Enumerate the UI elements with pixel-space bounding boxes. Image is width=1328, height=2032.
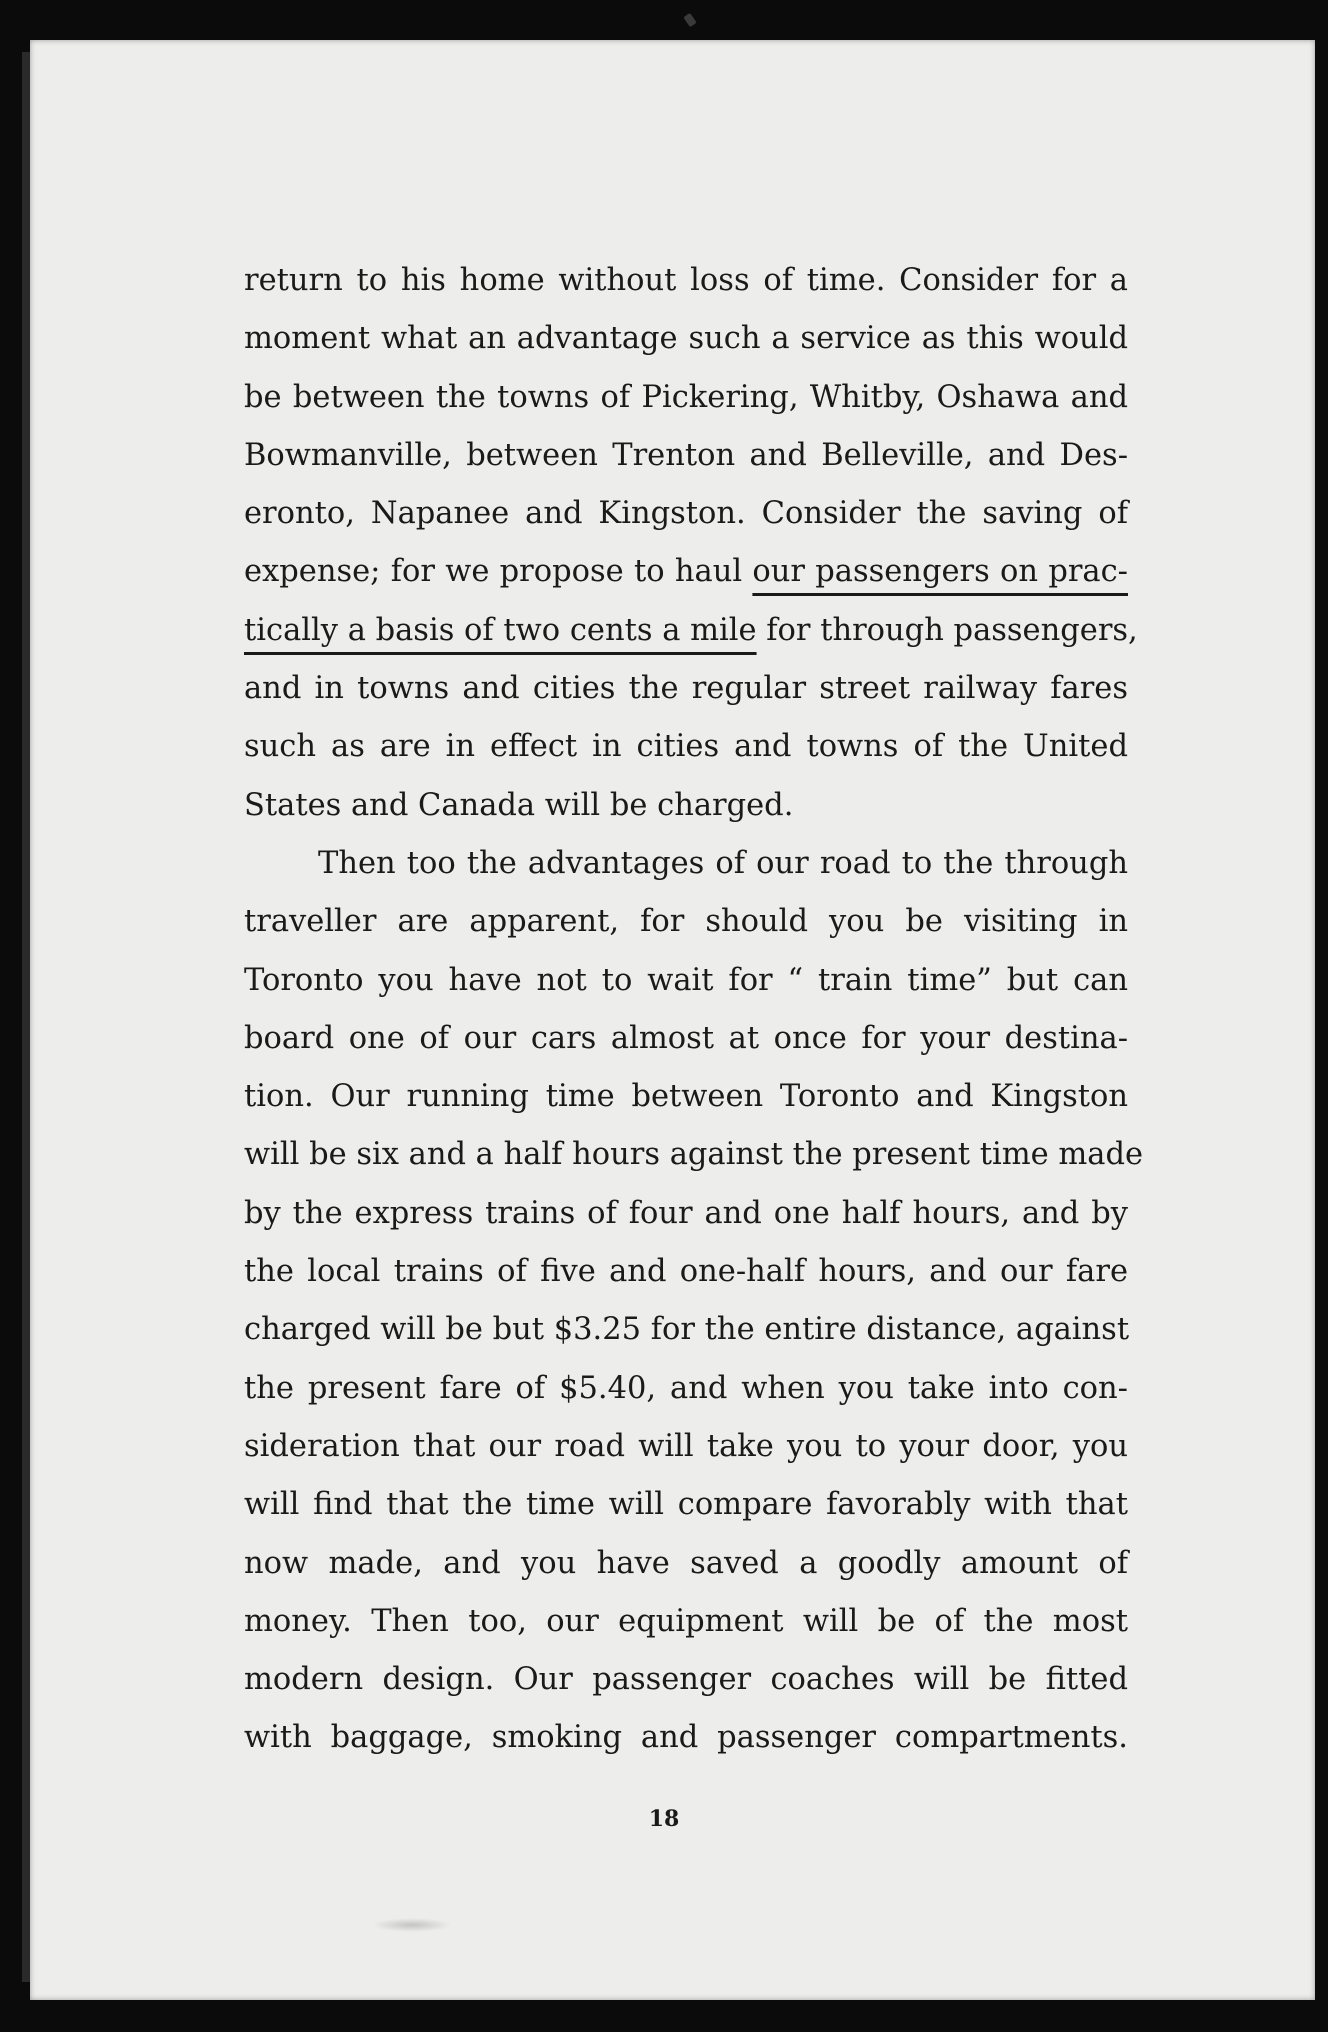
underlined-phrase: tically a basis of two cents a mile: [244, 612, 757, 648]
text-line: the present fare of $5.40, and when you take into con-: [244, 1370, 1128, 1406]
body-text: [244, 252, 1144, 1768]
text-line: now made, and you have saved a goodly amount of: [244, 1545, 1128, 1581]
text-line: Bowmanville, between Trenton and Belleville, and Des-: [244, 437, 1128, 473]
text-line: be between the towns of Pickering, Whitby, Oshawa and: [244, 379, 1128, 415]
text-line: modern design. Our passenger coaches will be fitted: [244, 1662, 1128, 1698]
page-number: 18: [648, 1806, 680, 1832]
text-line: States and Canada will be charged.: [244, 787, 794, 823]
text-line: will be six and a half hours against the present time made: [244, 1137, 1144, 1173]
text-line: [244, 602, 1138, 660]
text-line: money. Then too, our equipment will be of the most: [244, 1603, 1128, 1639]
text-line: will find that the time will compare favorably with that: [244, 1487, 1128, 1523]
text-line: Toronto you have not to wait for “ train time” but can: [244, 962, 1128, 998]
text-line: moment what an advantage such a service as this would: [244, 321, 1128, 357]
text-line: eronto, Napanee and Kingston. Consider the saving of: [244, 496, 1128, 532]
scan-speck: [683, 13, 696, 27]
text-line: return to his home without loss of time. Consider for a: [244, 263, 1128, 298]
text-segment: for through passengers,: [766, 612, 1138, 648]
text-line: traveller are apparent, for should you be visiting in: [244, 904, 1128, 940]
text-line: charged will be but $3.25 for the entire distance, against: [244, 1312, 1130, 1348]
ink-smudge: [372, 1918, 452, 1932]
text-line: Then too the advantages of our road to the through: [318, 845, 1128, 881]
text-line: [244, 543, 1128, 601]
underlined-phrase: our passengers on prac-: [752, 554, 1128, 590]
text-line: the local trains of five and one-half hours, and our fare: [244, 1254, 1128, 1290]
text-line: and in towns and cities the regular street railway fares: [244, 671, 1128, 707]
text-line: sideration that our road will take you to your door, you: [244, 1428, 1128, 1464]
text-segment: expense; for we propose to haul: [244, 554, 743, 590]
text-line: board one of our cars almost at once for your destina-: [244, 1020, 1128, 1056]
page-binding-edge: [22, 52, 30, 1982]
text-line: such as are in effect in cities and towns of the United: [244, 729, 1128, 765]
text-line: by the express trains of four and one half hours, and by: [244, 1195, 1128, 1231]
text-line: with baggage, smoking and passenger compartments.: [244, 1720, 1128, 1756]
text-line: tion. Our running time between Toronto and Kingston: [244, 1079, 1128, 1115]
